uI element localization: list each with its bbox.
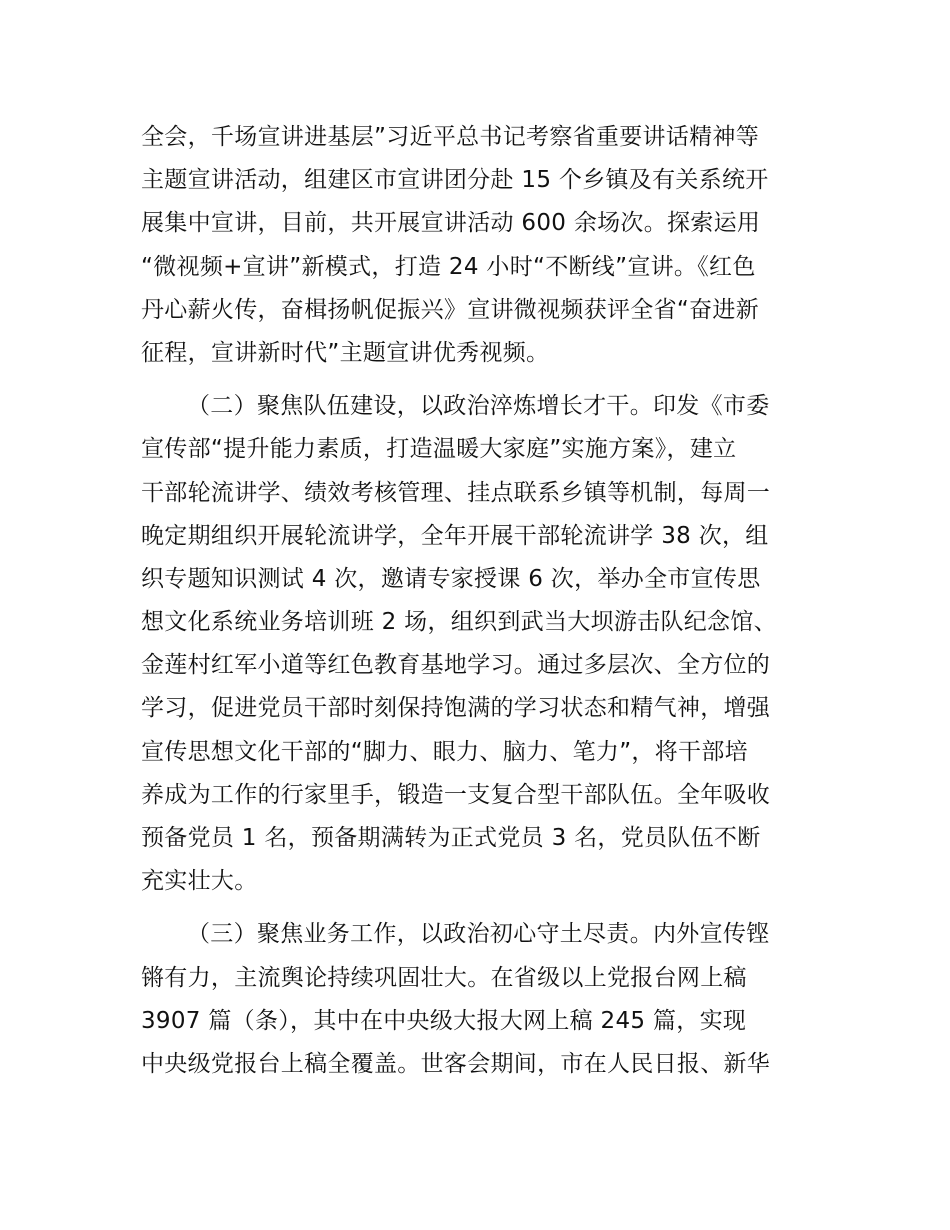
text-line: 预备党员 1 名，预备期满转为正式党员 3 名，党员队伍不断 <box>141 825 761 851</box>
paragraph-spacer <box>141 375 821 385</box>
paragraph-spacer <box>141 903 821 913</box>
text-line: 征程，宣讲新时代”主题宣讲优秀视频。 <box>141 339 550 366</box>
paragraph-3 <box>141 913 821 1086</box>
text-line: 全会，千场宣讲进基层”习近平总书记考察省重要讲话精神等 <box>141 124 760 150</box>
text-line: （三）聚焦业务工作，以政治初心守土尽责。内外宣传铿 <box>187 921 770 948</box>
text-line: 3907 篇（条），其中在中央级大报大网上稿 245 篇，实现 <box>141 1007 747 1034</box>
text-line: 金莲村红军小道等红色教育基地学习。通过多层次、全方位的 <box>141 652 771 679</box>
text-line: 学习，促进党员干部时刻保持饱满的学习状态和精气神，增强 <box>141 695 771 722</box>
text-line: 锵有力，主流舆论持续巩固壮大。在省级以上党报台网上稿 <box>141 964 747 991</box>
text-line: 中央级党报台上稿全覆盖。世客会期间，市在人民日报、新华 <box>141 1050 771 1077</box>
text-line: 织专题知识测试 4 次，邀请专家授课 6 次，举办全市宣传思 <box>141 565 761 592</box>
text-line: 宣传部“提升能力素质，打造温暖大家庭”实施方案》，建立 <box>141 436 737 463</box>
text-line: 宣传思想文化干部的“脚力、眼力、脑力、笔力”，将干部培 <box>141 738 748 765</box>
text-line: 展集中宣讲，目前，共开展宣讲活动 600 余场次。探索运用 <box>141 210 761 237</box>
text-line: 充实壮大。 <box>141 868 258 895</box>
text-line: 干部轮流讲学、绩效考核管理、挂点联系乡镇等机制，每周一 <box>141 479 771 506</box>
text-line: “微视频+宣讲”新模式，打造 24 小时“不断线”宣讲。《红色 <box>141 253 756 280</box>
text-line: 丹心薪火传，奋楫扬帆促振兴》宣讲微视频获评全省“奋进新 <box>141 296 760 323</box>
text-line: 养成为工作的行家里手，锻造一支复合型干部队伍。全年吸收 <box>141 781 771 808</box>
text-line: （二）聚焦队伍建设，以政治淬炼增长才干。印发《市委 <box>187 393 770 420</box>
document-body <box>141 116 821 1086</box>
text-line: 想文化系统业务培训班 2 场，组织到武当大坝游击队纪念馆、 <box>141 609 777 636</box>
paragraph-2 <box>141 385 821 903</box>
paragraph-1 <box>141 116 821 375</box>
text-line: 晚定期组织开展轮流讲学，全年开展干部轮流讲学 38 次，组 <box>141 522 769 549</box>
text-line: 主题宣讲活动，组建区市宣讲团分赴 15 个乡镇及有关系统开 <box>141 167 769 194</box>
